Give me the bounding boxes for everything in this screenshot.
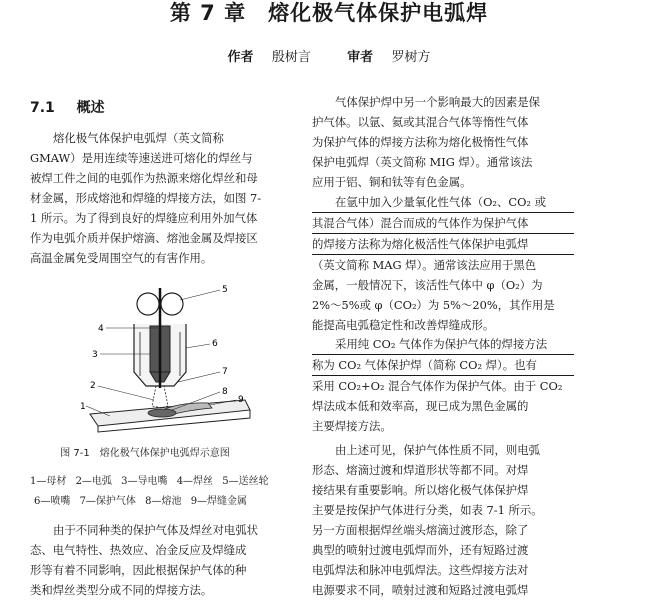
legend-item: 4—焊丝 (176, 476, 214, 487)
legend-item: 5—送丝轮 (222, 476, 269, 487)
text-line: 作为电弧介质并保护熔滴、熔池金属及焊接区 (30, 231, 258, 245)
text-line: 形态、熔滴过渡和焊道形状等都不同。对焊 (312, 463, 529, 477)
feed-roll-left (137, 293, 159, 315)
text-line: 接结果有重要影响。所以熔化极气体保护焊 (312, 483, 529, 497)
text-line: 应用于铝、铜和钛等有色金属。 (312, 175, 472, 189)
text-line: 电源要求不同，喷射过渡和短路过渡电弧焊 (312, 583, 529, 597)
text-line: 气体保护焊中另一个影响最大的因素是保 (335, 95, 541, 109)
right-paragraph-mig (312, 92, 574, 192)
welding-diagram (70, 282, 260, 444)
text-line: 为保护气体的焊接方法称为熔化极惰性气体 (312, 135, 529, 149)
text-line: 另一方面根据焊丝端头熔滴过渡形态，除了 (312, 523, 529, 537)
figure-caption: 图 7-1 熔化极气体保护电弧焊示意图 (60, 448, 230, 459)
label-9: 9 (238, 395, 244, 405)
text-line: 熔化极气体保护电弧焊（英文简称 (53, 131, 224, 145)
text-line: 2%～5%或 φ（CO₂）为 5%～20%，其作用是 (312, 298, 555, 312)
left-paragraph-intro (30, 128, 292, 268)
text-line: 在氩中加入少量氧化性气体（O₂、CO₂ 或 (312, 192, 574, 213)
section-number: 7.1 (30, 100, 55, 116)
legend-item: 9—焊缝金属 (190, 496, 248, 507)
label-7: 7 (222, 367, 228, 377)
text-line: 焊法成本低和效率高，现已成为黑色金属的 (312, 399, 529, 413)
reviewer-name: 罗树方 (391, 50, 431, 65)
text-line: GMAW）是用连续等速送进可熔化的焊丝与 (30, 151, 253, 165)
author-name: 殷树言 (271, 50, 311, 65)
text-line: 其混合气体）混合而成的气体作为保护气体 (312, 213, 574, 234)
legend-item: 6—喷嘴 (34, 496, 71, 507)
text-line: 能提高电弧稳定性和改善焊缝成形。 (312, 318, 495, 332)
label-5: 5 (222, 285, 228, 295)
left-paragraph-methods (30, 520, 292, 600)
author-line (0, 48, 658, 68)
author-label: 作者 (227, 50, 254, 65)
text-line: 称为 CO₂ 气体保护焊（简称 CO₂ 焊）。也有 (312, 355, 574, 376)
text-line: 态、电气特性、热效应、冶金反应及焊缝成 (30, 543, 247, 557)
text-line: 采用 CO₂+O₂ 混合气体作为保护气体。由于 CO₂ (312, 379, 563, 393)
text-line: 主要焊接方法。 (312, 419, 392, 433)
text-line: 的焊接方法称为熔化极活性气体保护电弧焊 (312, 234, 574, 255)
text-line: 保护电弧焊（英文简称 MIG 焊）。通常该法 (312, 155, 533, 169)
section-heading (30, 98, 105, 118)
reviewer-label: 审者 (347, 50, 374, 65)
text-line: 1 所示。为了得到良好的焊缝应利用外加气体 (30, 211, 258, 225)
section-title: 概述 (76, 100, 105, 116)
label-8: 8 (222, 387, 228, 397)
text-line: 形等有着不同影响，因此根据保护气体的种 (30, 563, 247, 577)
feed-roll-right (161, 293, 183, 315)
text-line: 主要是按保护气体进行分类，如表 7-1 所示。 (312, 503, 543, 517)
text-line: 护气体。以氩、氦或其混合气体等惰性气体 (312, 115, 529, 129)
text-line: 采用纯 CO₂ 气体作为保护气体的焊接方法 (312, 334, 574, 355)
label-6: 6 (212, 339, 218, 349)
text-line: （英文简称 MAG 焊）。通常该法应用于黑色 (312, 258, 537, 272)
text-line: 电弧焊法和脉冲电弧焊法。这些焊接方法对 (312, 563, 529, 577)
text-line: 由于不同种类的保护气体及焊丝对电弧状 (53, 523, 259, 537)
legend-item: 8—熔池 (145, 496, 182, 507)
arc (152, 386, 168, 408)
right-paragraph-mag (312, 192, 574, 335)
legend-item: 2—电弧 (75, 476, 112, 487)
label-1: 1 (80, 402, 86, 412)
text-line: 典型的喷射过渡电弧焊而外，还有短路过渡 (312, 543, 529, 557)
text-line: 金属，一般情况下，该活性气体中 φ（O₂）为 (312, 278, 543, 292)
weld-pool (148, 409, 176, 417)
legend-item: 1—母材 (30, 476, 67, 487)
text-line: 材金属，形成熔池和焊缝的焊接方法，如图 7- (30, 191, 262, 205)
text-line: 高温金属免受周围空气的有害作用。 (30, 251, 213, 265)
legend-item: 3—导电嘴 (121, 476, 168, 487)
right-paragraph-summary (312, 440, 574, 600)
legend-item: 7—保护气体 (79, 496, 136, 507)
text-line: 类和焊丝类型分成不同的焊接方法。 (30, 583, 213, 597)
right-paragraph-co2 (312, 334, 574, 436)
text-line: 被焊工件之间的电弧作为热源来熔化焊丝和母 (30, 171, 258, 185)
figure-legend (30, 472, 300, 512)
label-4: 4 (98, 324, 104, 334)
label-2: 2 (90, 381, 96, 391)
chapter-title: 第 7 章 熔化极气体保护电弧焊 (169, 1, 489, 25)
text-line: 由上述可见，保护气体性质不同，则电弧 (335, 443, 541, 457)
label-3: 3 (92, 350, 98, 360)
